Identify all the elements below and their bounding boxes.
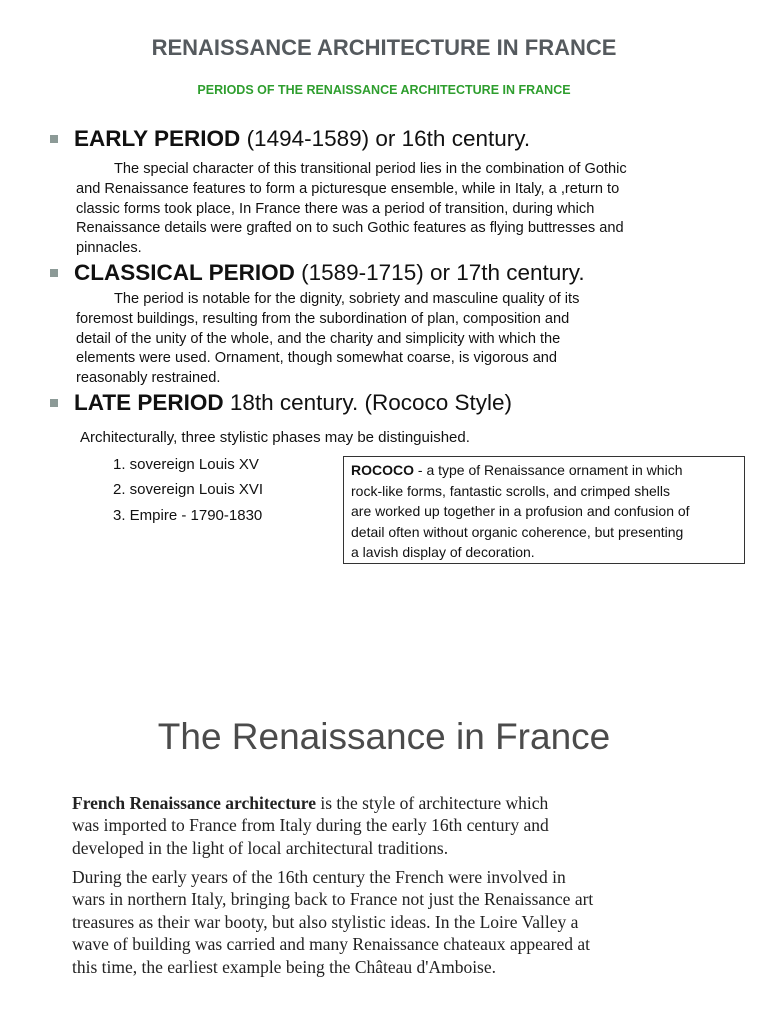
- early-period-dates: (1494-1589) or 16th century.: [240, 126, 531, 151]
- history-line: wars in northern Italy, bringing back to France not just the Renaissance art: [72, 889, 594, 910]
- early-line: and Renaissance features to form a picturesque ensemble, while in Italy, a ,return to: [76, 180, 620, 197]
- early-period-description: [76, 160, 706, 259]
- history-line: wave of building was carried and many Renaissance chateaux appeared at: [72, 934, 590, 955]
- slide-subtitle: PERIODS OF THE RENAISSANCE ARCHITECTURE IN FRANCE: [197, 83, 571, 97]
- slide2-title: The Renaissance in France: [157, 716, 611, 757]
- late-period-dates: 18th century. (Rococo Style): [223, 390, 513, 415]
- rococo-line: a lavish display of decoration.: [351, 544, 535, 561]
- late-period-heading: [50, 388, 512, 418]
- early-period-heading-text: [74, 126, 530, 152]
- early-line: classic forms took place, In France there was a period of transition, during which: [76, 200, 595, 217]
- bullet-square-icon: [50, 399, 58, 407]
- classical-period-dates: (1589-1715) or 17th century.: [294, 260, 585, 285]
- early-line: pinnacles.: [76, 240, 142, 257]
- early-line: Renaissance details were grafted on to such Gothic features as flying buttresses and: [76, 220, 624, 237]
- slide-title: RENAISSANCE ARCHITECTURE IN FRANCE: [151, 35, 617, 60]
- intro-paragraph: [72, 792, 712, 859]
- rococo-line: are worked up together in a profusion and confusion of: [351, 503, 690, 520]
- classical-line: foremost buildings, resulting from the subordination of plan, composition and: [76, 310, 570, 327]
- classical-line: reasonably restrained.: [76, 370, 221, 387]
- phase-item: 1. sovereign Louis XV: [113, 456, 259, 473]
- phase-item: 2. sovereign Louis XVI: [113, 481, 264, 498]
- late-period-heading-text: [74, 390, 512, 416]
- rococo-line: rock-like forms, fantastic scrolls, and crimped shells: [351, 482, 670, 499]
- rococo-line: - a type of Renaissance ornament in which: [414, 462, 683, 478]
- classical-period-heading-text: [74, 260, 585, 286]
- rococo-definition-box: [343, 456, 745, 564]
- intro-line: was imported to France from Italy during the early 16th century and: [72, 815, 549, 836]
- late-period-label: LATE PERIOD: [74, 390, 224, 415]
- rococo-term: ROCOCO: [351, 462, 414, 478]
- phases-intro: Architecturally, three stylistic phases may be distinguished.: [80, 429, 470, 446]
- history-line: treasures as their war booty, but also stylistic ideas. In the Loire Valley a: [72, 911, 579, 932]
- classical-line: elements were used. Ornament, though somewhat coarse, is vigorous and: [76, 350, 558, 367]
- classical-period-heading: [50, 258, 585, 288]
- early-period-label: EARLY PERIOD: [74, 126, 241, 151]
- classical-period-label: CLASSICAL PERIOD: [74, 260, 295, 285]
- classical-period-description: [76, 290, 706, 389]
- bullet-square-icon: [50, 269, 58, 277]
- early-line: The special character of this transitional period lies in the combination of Gothic: [114, 161, 627, 177]
- intro-bold-term: French Renaissance architecture: [72, 793, 316, 813]
- classical-line: The period is notable for the dignity, sobriety and masculine quality of its: [114, 291, 580, 307]
- early-period-heading: [50, 124, 530, 154]
- intro-line: developed in the light of local architectural traditions.: [72, 837, 449, 858]
- history-line: this time, the earliest example being the Château d'Amboise.: [72, 956, 497, 977]
- classical-line: detail of the unity of the whole, and the charity and simplicity with which the: [76, 330, 561, 347]
- history-paragraph: [72, 866, 712, 978]
- bullet-square-icon: [50, 135, 58, 143]
- rococo-line: detail often without organic coherence, but presenting: [351, 523, 684, 540]
- intro-line: is the style of architecture which: [315, 793, 549, 813]
- history-line: During the early years of the 16th century the French were involved in: [72, 867, 566, 887]
- phase-item: 3. Empire - 1790-1830: [113, 507, 263, 524]
